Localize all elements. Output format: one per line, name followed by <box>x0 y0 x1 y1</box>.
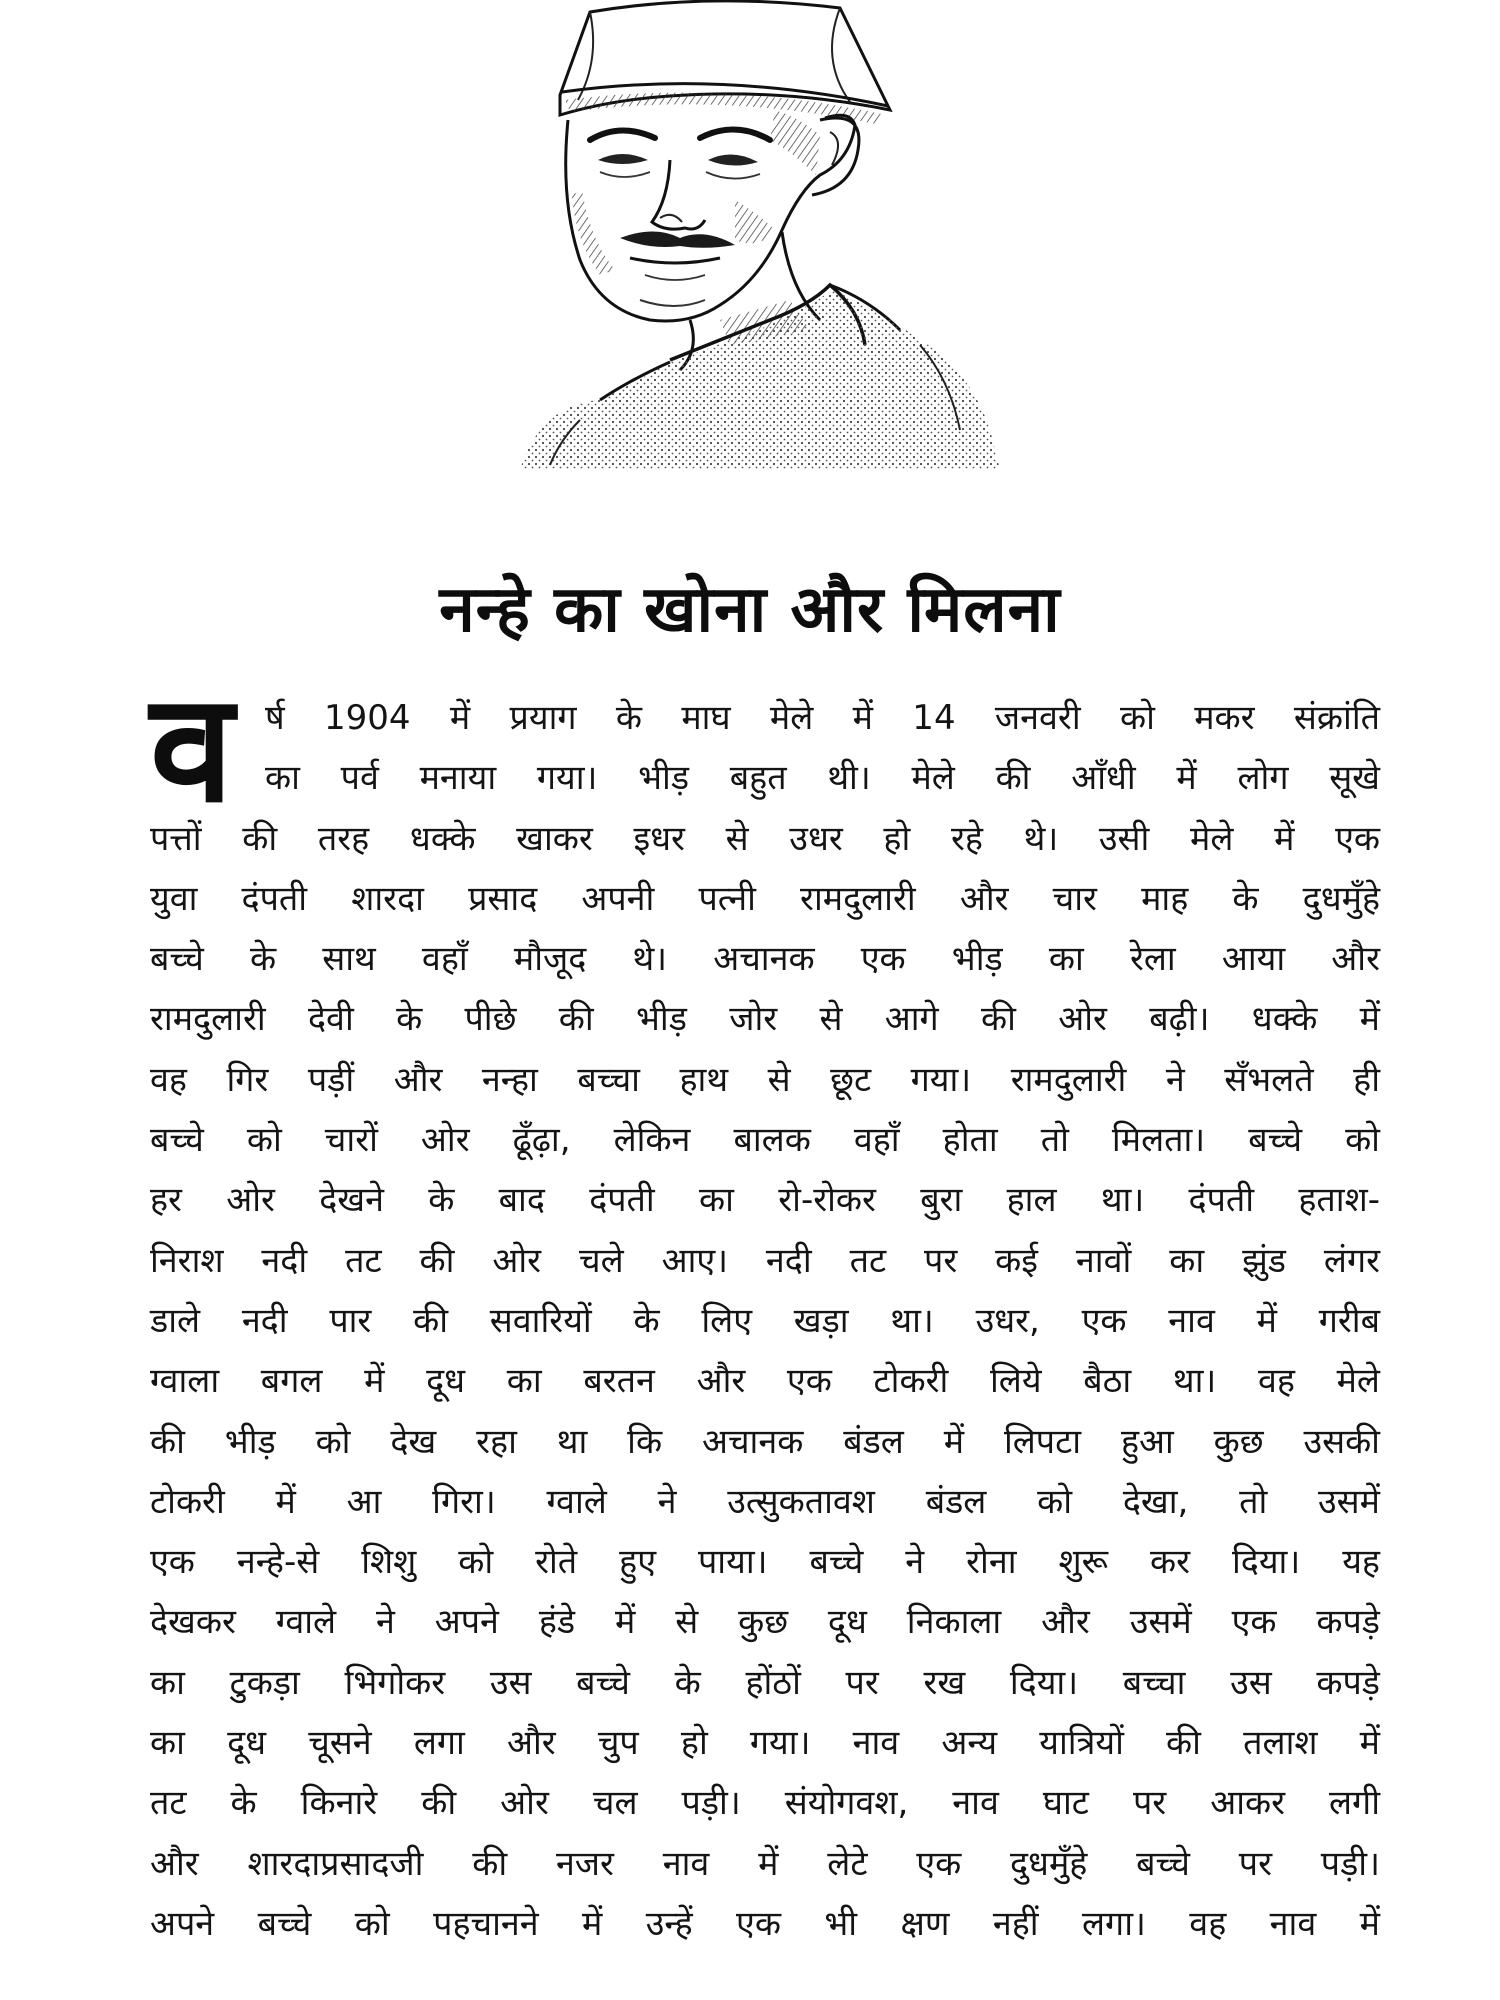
paragraph-line: का दूध चूसने लगा और चुप हो गया। नाव अन्य यात्रियों की तलाश में <box>150 1723 1380 1764</box>
story-body <box>150 662 1380 1954</box>
paragraph-line: का पर्व मनाया गया। भीड़ बहुत थी। मेले की आँधी में लोग सूखे <box>265 758 1380 799</box>
paragraph-line: वह गिर पड़ीं और नन्हा बच्चा हाथ से छूट गया। रामदुलारी ने सँभलते ही <box>150 1059 1380 1100</box>
paragraph-line: और शारदाप्रसादजी की नजर नाव में लेटे एक दुधमुँहे बच्चे पर पड़ी। <box>150 1843 1380 1884</box>
drop-cap: व <box>150 662 234 836</box>
paragraph-line: र्ष 1904 में प्रयाग के माघ मेले में 14 जनवरी को मकर संक्रांति <box>265 698 1380 738</box>
paragraph-line: टोकरी में आ गिरा। ग्वाले ने उत्सुकतावश बंडल को देखा, तो उसमें <box>150 1481 1380 1522</box>
paragraph-line: युवा दंपती शारदा प्रसाद अपनी पत्नी रामदुलारी और चार माह के दुधमुँहे <box>150 878 1380 919</box>
portrait-illustration <box>520 0 1000 470</box>
paragraph-line: की भीड़ को देख रहा था कि अचानक बंडल में लिपटा हुआ कुछ उसकी <box>150 1421 1380 1462</box>
paragraph-line: एक नन्हे-से शिशु को रोते हुए पाया। बच्चे ने रोना शुरू कर दिया। यह <box>150 1542 1380 1583</box>
paragraph-line: अपने बच्चे को पहचानने में उन्हें एक भी क्षण नहीं लगा। वह नाव में <box>150 1903 1380 1944</box>
paragraph-line: निराश नदी तट की ओर चले आए। नदी तट पर कई नावों का झुंड लंगर <box>150 1240 1380 1281</box>
paragraph-line: पत्तों की तरह धक्के खाकर इधर से उधर हो रहे थे। उसी मेले में एक <box>150 818 1380 859</box>
portrait-sketch-icon <box>520 0 1000 470</box>
paragraph-line: हर ओर देखने के बाद दंपती का रो-रोकर बुरा हाल था। दंपती हताश- <box>150 1180 1380 1221</box>
paragraph-line: का टुकड़ा भिगोकर उस बच्चे के होंठों पर रख दिया। बच्चा उस कपड़े <box>150 1662 1380 1703</box>
story-title: नन्हे का खोना और मिलना <box>439 573 1061 647</box>
paragraph-line: देखकर ग्वाले ने अपने हंडे में से कुछ दूध निकाला और उसमें एक कपड़े <box>150 1602 1380 1643</box>
paragraph-line: तट के किनारे की ओर चल पड़ी। संयोगवश, नाव घाट पर आकर लगी <box>150 1783 1380 1824</box>
paragraph-line: ग्वाला बगल में दूध का बरतन और एक टोकरी लिये बैठा था। वह मेले <box>150 1361 1380 1402</box>
paragraph-line: डाले नदी पार की सवारियों के लिए खड़ा था। उधर, एक नाव में गरीब <box>150 1300 1380 1341</box>
paragraph-line: रामदुलारी देवी के पीछे की भीड़ जोर से आगे की ओर बढ़ी। धक्के में <box>150 999 1380 1040</box>
paragraph-line: बच्चे के साथ वहाँ मौजूद थे। अचानक एक भीड़ का रेला आया और <box>150 939 1380 980</box>
paragraph-line: बच्चे को चारों ओर ढूँढ़ा, लेकिन बालक वहाँ होता तो मिलता। बच्चे को <box>150 1120 1380 1161</box>
